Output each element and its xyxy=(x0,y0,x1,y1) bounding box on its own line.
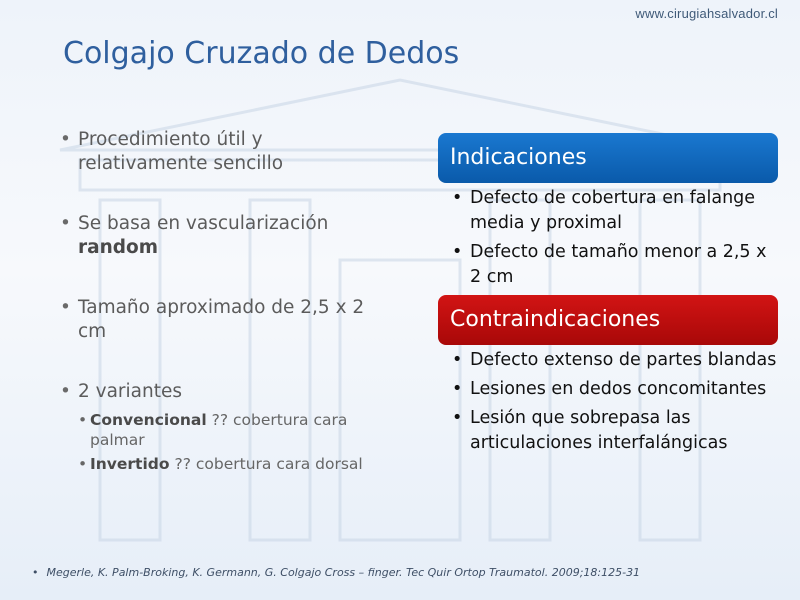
left-bullet-list xyxy=(60,128,390,478)
indicaciones-header: Indicaciones xyxy=(438,133,778,183)
list-item: • Defecto de tamaño menor a 2,5 x 2 cm xyxy=(450,240,780,290)
list-item: • Lesión que sobrepasa las articulaciones interfalángicas xyxy=(450,406,780,456)
site-url: www.cirugiahsalvador.cl xyxy=(635,6,778,21)
list-item: • Defecto extenso de partes blandas xyxy=(450,348,780,373)
list-item: • Tamaño aproximado de 2,5 x 2 cm xyxy=(60,296,390,344)
variants-list xyxy=(78,410,390,474)
variant-item: • Invertido ?? cobertura cara dorsal xyxy=(78,454,390,474)
list-item: • Defecto de cobertura en falange media y proximal xyxy=(450,186,780,236)
list-item: • Se basa en vascularización random xyxy=(60,212,390,260)
indicaciones-list xyxy=(450,186,780,294)
reference-citation: • Megerle, K. Palm-Broking, K. Germann, G. Colgajo Cross – finger. Tec Quir Ortop Traumatol. 2009;18:125-31 xyxy=(32,566,640,579)
variant-item: • Convencional ?? cobertura cara palmar xyxy=(78,410,390,450)
list-item: • 2 variantes • Convencional ?? cobertura cara palmar • Invertido ?? cobertura cara dorsal xyxy=(60,380,390,474)
slide-title: Colgajo Cruzado de Dedos xyxy=(63,36,460,71)
list-item: • Lesiones en dedos concomitantes xyxy=(450,377,780,402)
emphasis-random: random xyxy=(78,237,159,258)
list-item: • Procedimiento útil y relativamente sencillo xyxy=(60,128,390,176)
contraindicaciones-header: Contraindicaciones xyxy=(438,295,778,345)
contraindicaciones-list xyxy=(450,348,780,460)
